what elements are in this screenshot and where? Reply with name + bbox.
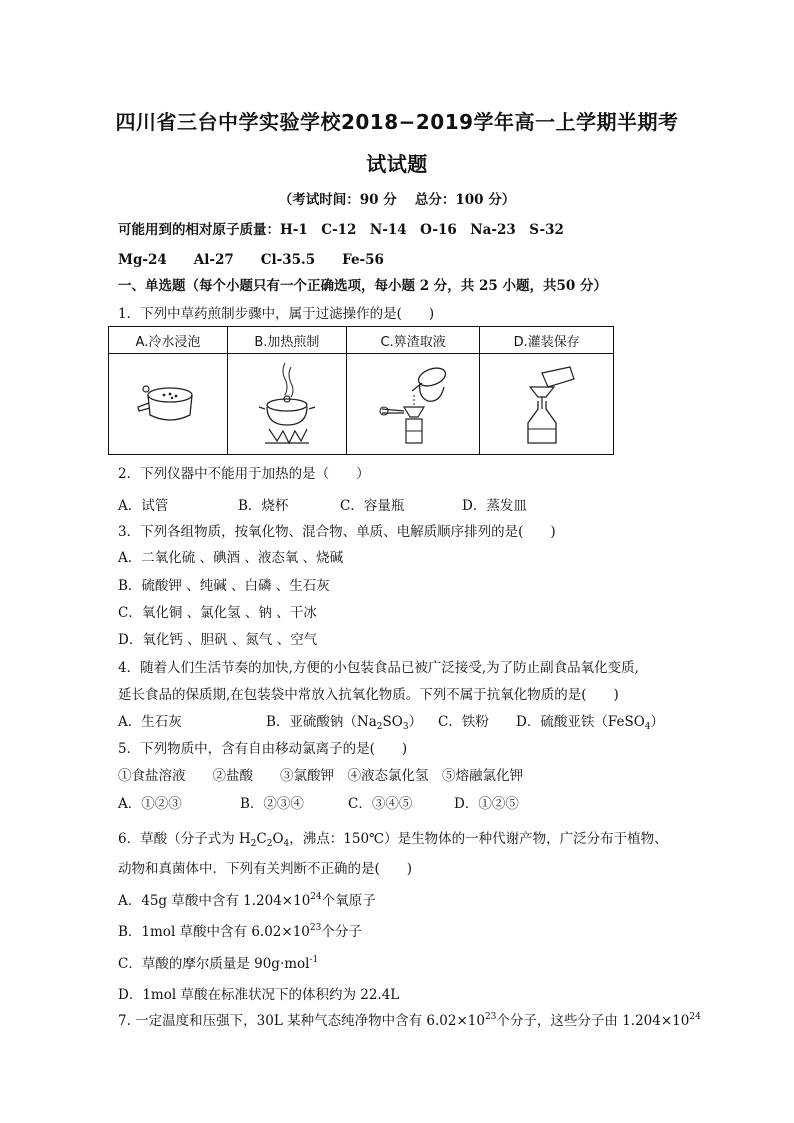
option-a: A．生石灰: [118, 714, 182, 730]
option-c: C．铁粉: [438, 714, 489, 730]
atomic-mass-line-2: Mg-24 Al-27 Cl-35.5 Fe-56: [118, 252, 384, 268]
question-3-stem: 3．下列各组物质，按氧化物、混合物、单质、电解质顺序排列的是( ): [118, 524, 556, 540]
question-4-stem-continued: 延长食品的保质期,在包装袋中常放入抗氧化物质。下列不属于抗氧化物质的是( ): [118, 687, 619, 703]
question-6-stem-continued: 动物和真菌体中．下列有关判断不正确的是( ): [118, 861, 413, 877]
question-2-options: [118, 494, 527, 514]
option-b: B．亚硫酸钠$(Na_2SO_3)$: [266, 714, 423, 732]
option-d: D．蒸发皿: [462, 498, 527, 514]
section-heading: 一、单选题（每个小题只有一个正确选项，每小题 2 分，共 25 小题，共50 分）: [118, 278, 607, 294]
question-5-options: [118, 792, 519, 812]
table-header-b: B.加热煎制: [227, 327, 346, 354]
question-7-stem: 7. 一定温度和压强下，30L 某种气态纯净物中含有 $6.02\times 10^{23}$个分子，这些分子由 $1.204\times 10^{24}$: [118, 1012, 701, 1029]
question-3-option-a: A．二氧化硫 、碘酒 、液态氧 、烧碱: [118, 550, 344, 566]
question-6-option-c: C．草酸的摩尔质量是 90g·mol$^{-1}$: [118, 955, 319, 972]
filtering-illustration: [368, 357, 458, 447]
option-b: B．②③④: [240, 796, 304, 812]
option-d: D．硫酸亚铁（FeSO$_4$）: [516, 714, 664, 732]
question-4-stem: 4．随着人们生活节奏的加快,方便的小包装食品已被广泛接受,为了防止副食品氧化变质,: [118, 660, 639, 676]
question-3-option-b: B．硫酸钾 、纯碱 、白磷 、生石灰: [118, 578, 330, 594]
bottling-illustration: [502, 357, 592, 447]
question-5-stem: 5．下列物质中，含有自由移动氯离子的是( ): [118, 741, 408, 757]
question-4-options: [118, 710, 664, 730]
atomic-mass-line-1: 可能用到的相对原子质量：H-1 C-12 N-14 O-16 Na-23 S-32: [118, 222, 564, 238]
question-6-option-d: D．1mol 草酸在标准状况下的体积约为 22.4L: [118, 987, 400, 1003]
question-6-option-b: B．1mol 草酸中含有 $6.02\times 10^{23}$个分子: [118, 923, 362, 940]
question-1-stem: 1．下列中草药煎制步骤中，属于过滤操作的是( ): [118, 306, 435, 322]
exam-info: （考试时间：90 分 总分：100 分）: [278, 192, 516, 208]
option-c: C．③④⑤: [348, 796, 413, 812]
option-a: A．试管: [118, 498, 169, 514]
heating-pot-illustration: [247, 357, 327, 447]
table-header-c: C.箅渣取液: [346, 327, 480, 354]
page-title: 四川省三台中学实验学校2018−2019学年高一上学期半期考: [115, 110, 679, 134]
option-a: A．①②③: [118, 796, 182, 812]
question-3-option-d: D．氧化钙 、胆矾 、氮气 、空气: [118, 632, 318, 648]
page-title-continued: 试试题: [366, 152, 428, 176]
soaking-pot-illustration: [128, 367, 208, 437]
question-1-table: [108, 326, 614, 455]
question-3-option-c: C．氧化铜 、氯化氢 、钠 、干冰: [118, 605, 317, 621]
table-header-a: A.冷水浸泡: [109, 327, 228, 354]
question-6-option-a: A．45g 草酸中含有 $1.204\times 10^{24}$个氧原子: [118, 892, 376, 909]
question-6-stem: 6．草酸（分子式为 $H_2C_2O_4$，沸点：150℃）是生物体的一种代谢产物，广泛分布于植物、: [118, 831, 668, 849]
option-d: D．①②⑤: [454, 796, 519, 812]
option-c: C．容量瓶: [340, 498, 405, 514]
question-2-stem: 2．下列仪器中不能用于加热的是（ ）: [118, 466, 370, 482]
table-header-d: D.灌装保存: [480, 327, 614, 354]
question-5-items: ①食盐溶液 ②盐酸 ③氯酸钾 ④液态氯化氢 ⑤熔融氯化钾: [118, 768, 523, 784]
option-b: B．烧杯: [238, 498, 289, 514]
